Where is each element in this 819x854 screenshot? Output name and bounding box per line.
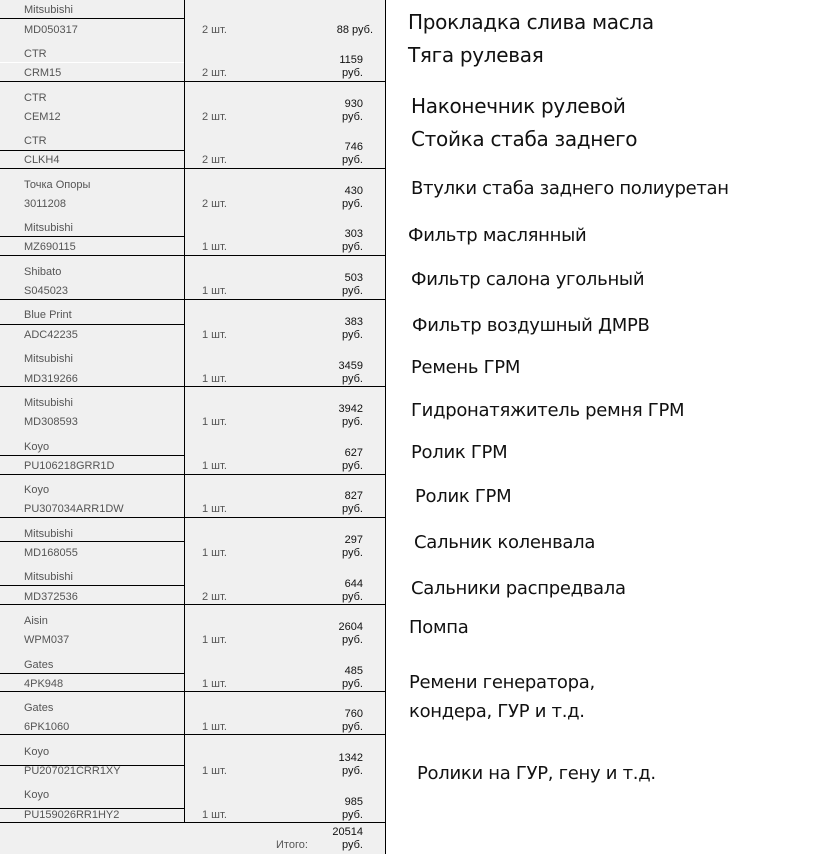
description-label: Прокладка слива масла <box>408 10 654 34</box>
price-cell: 297 руб. <box>342 534 363 559</box>
brand-cell: Mitsubishi <box>24 397 73 409</box>
description-label: Наконечник рулевой <box>411 94 626 118</box>
description-label: Гидронатяжитель ремня ГРМ <box>411 400 685 421</box>
row-divider <box>0 517 385 518</box>
quantity-cell: 1 шт. <box>202 721 227 733</box>
column-divider <box>184 0 185 822</box>
brand-cell: Mitsubishi <box>24 571 73 583</box>
price-cell: 303 руб. <box>342 228 363 253</box>
part-number-cell: CLKH4 <box>24 154 60 166</box>
part-number-cell: MD050317 <box>24 24 78 36</box>
part-number-cell: 4PK948 <box>24 678 64 690</box>
price-cell: 1159 руб. <box>339 54 363 79</box>
quantity-cell: 2 шт. <box>202 198 227 210</box>
row-divider <box>0 81 385 82</box>
row-divider <box>0 299 385 300</box>
price-cell: 1342 руб. <box>338 752 363 777</box>
description-label: Ролик ГРМ <box>411 442 508 463</box>
row-divider <box>0 734 385 735</box>
total-label: Итого: <box>276 839 308 851</box>
row-divider <box>0 255 385 256</box>
description-label: Фильтр воздушный ДМРВ <box>412 315 650 336</box>
price-cell: 430 руб. <box>342 185 363 210</box>
part-number-cell: S045023 <box>24 285 69 297</box>
price-cell: 760 руб. <box>342 708 363 733</box>
row-divider <box>0 386 385 387</box>
part-number-cell: ADC42235 <box>24 329 78 341</box>
part-number-cell: 6PK1060 <box>24 721 70 733</box>
part-number-cell: PU106218GRR1D <box>24 460 115 472</box>
price-cell: 746 руб. <box>342 141 363 166</box>
row-divider <box>0 474 385 475</box>
parts-table <box>0 0 386 854</box>
description-label: Втулки стаба заднего полиуретан <box>411 178 729 199</box>
part-number-cell: MD372536 <box>24 591 78 603</box>
part-number-cell: PU307034ARR1DW <box>24 503 124 515</box>
price-cell: 3459 руб. <box>338 360 363 385</box>
cell-divider <box>0 585 184 586</box>
brand-cell: Mitsubishi <box>24 528 73 540</box>
part-number-cell: CEM12 <box>24 111 61 123</box>
brand-cell: Koyo <box>24 484 50 496</box>
quantity-cell: 2 шт. <box>202 154 227 166</box>
part-number-cell: MD319266 <box>24 373 78 385</box>
cell-divider <box>0 541 184 542</box>
brand-cell: Koyo <box>24 789 50 801</box>
description-label: Помпа <box>409 617 469 638</box>
price-cell: 627 руб. <box>342 447 363 472</box>
price-cell: 644 руб. <box>342 578 363 603</box>
brand-cell: Blue Print <box>24 309 72 321</box>
brand-cell: Koyo <box>24 746 50 758</box>
price-cell: 503 руб. <box>342 272 363 297</box>
part-number-cell: MD308593 <box>24 416 78 428</box>
quantity-cell: 2 шт. <box>202 24 227 36</box>
quantity-cell: 1 шт. <box>202 634 227 646</box>
quantity-cell: 1 шт. <box>202 547 227 559</box>
part-number-cell: 3011208 <box>24 198 67 210</box>
brand-cell: Mitsubishi <box>24 222 73 234</box>
price-cell: 930 руб. <box>342 98 363 123</box>
cell-divider <box>0 150 184 151</box>
brand-cell: Gates <box>24 659 54 671</box>
description-label: Ролики на ГУР, гену и т.д. <box>417 763 656 784</box>
brand-cell: Gates <box>24 702 54 714</box>
row-divider <box>0 691 385 692</box>
brand-cell: Mitsubishi <box>24 353 73 365</box>
part-number-cell: CRM15 <box>24 67 62 79</box>
quantity-cell: 1 шт. <box>202 678 227 690</box>
part-number-cell: PU159026RR1HY2 <box>24 809 120 821</box>
price-cell: 88 руб. <box>336 24 373 36</box>
cell-divider <box>0 673 184 674</box>
description-label: кондера, ГУР и т.д. <box>409 701 585 722</box>
brand-cell: CTR <box>24 135 47 147</box>
description-label: Фильтр маслянный <box>408 225 587 246</box>
description-label: Фильтр салона угольный <box>411 269 645 290</box>
quantity-cell: 1 шт. <box>202 765 227 777</box>
description-label: Сальники распредвала <box>411 578 626 599</box>
brand-cell: CTR <box>24 48 47 60</box>
description-label: Стойка стаба заднего <box>411 127 638 151</box>
price-cell: 827 руб. <box>342 490 363 515</box>
quantity-cell: 1 шт. <box>202 416 227 428</box>
row-divider <box>0 604 385 605</box>
description-label: Ремени генератора, <box>409 672 595 693</box>
part-number-cell: MD168055 <box>24 547 78 559</box>
description-label: Тяга рулевая <box>408 43 544 67</box>
brand-cell: Shibato <box>24 266 62 278</box>
quantity-cell: 2 шт. <box>202 591 227 603</box>
brand-cell: Koyo <box>24 441 50 453</box>
price-cell: 3942 руб. <box>338 403 363 428</box>
brand-cell: Aisin <box>24 615 48 627</box>
price-cell: 383 руб. <box>342 316 363 341</box>
brand-cell: CTR <box>24 92 47 104</box>
quantity-cell: 2 шт. <box>202 67 227 79</box>
total-price: 20514 руб. <box>332 826 363 851</box>
quantity-cell: 1 шт. <box>202 503 227 515</box>
description-label: Ремень ГРМ <box>411 357 521 378</box>
row-divider <box>0 822 385 823</box>
description-label: Сальник коленвала <box>414 532 596 553</box>
cell-divider <box>0 62 184 63</box>
cell-divider <box>0 18 184 19</box>
row-divider <box>0 168 385 169</box>
brand-cell: Точка Опоры <box>24 179 91 191</box>
cell-divider <box>0 324 184 325</box>
price-cell: 2604 руб. <box>338 621 363 646</box>
description-label: Ролик ГРМ <box>415 486 512 507</box>
quantity-cell: 1 шт. <box>202 285 227 297</box>
quantity-cell: 1 шт. <box>202 373 227 385</box>
quantity-cell: 1 шт. <box>202 809 227 821</box>
price-cell: 485 руб. <box>342 665 363 690</box>
part-number-cell: WPM037 <box>24 634 70 646</box>
quantity-cell: 1 шт. <box>202 460 227 472</box>
cell-divider <box>0 455 184 456</box>
quantity-cell: 1 шт. <box>202 329 227 341</box>
quantity-cell: 1 шт. <box>202 241 227 253</box>
brand-cell: Mitsubishi <box>24 4 73 16</box>
cell-divider <box>0 236 184 237</box>
part-number-cell: PU207021CRR1XY <box>24 765 121 777</box>
part-number-cell: MZ690115 <box>24 241 76 253</box>
price-cell: 985 руб. <box>342 796 363 821</box>
quantity-cell: 2 шт. <box>202 111 227 123</box>
